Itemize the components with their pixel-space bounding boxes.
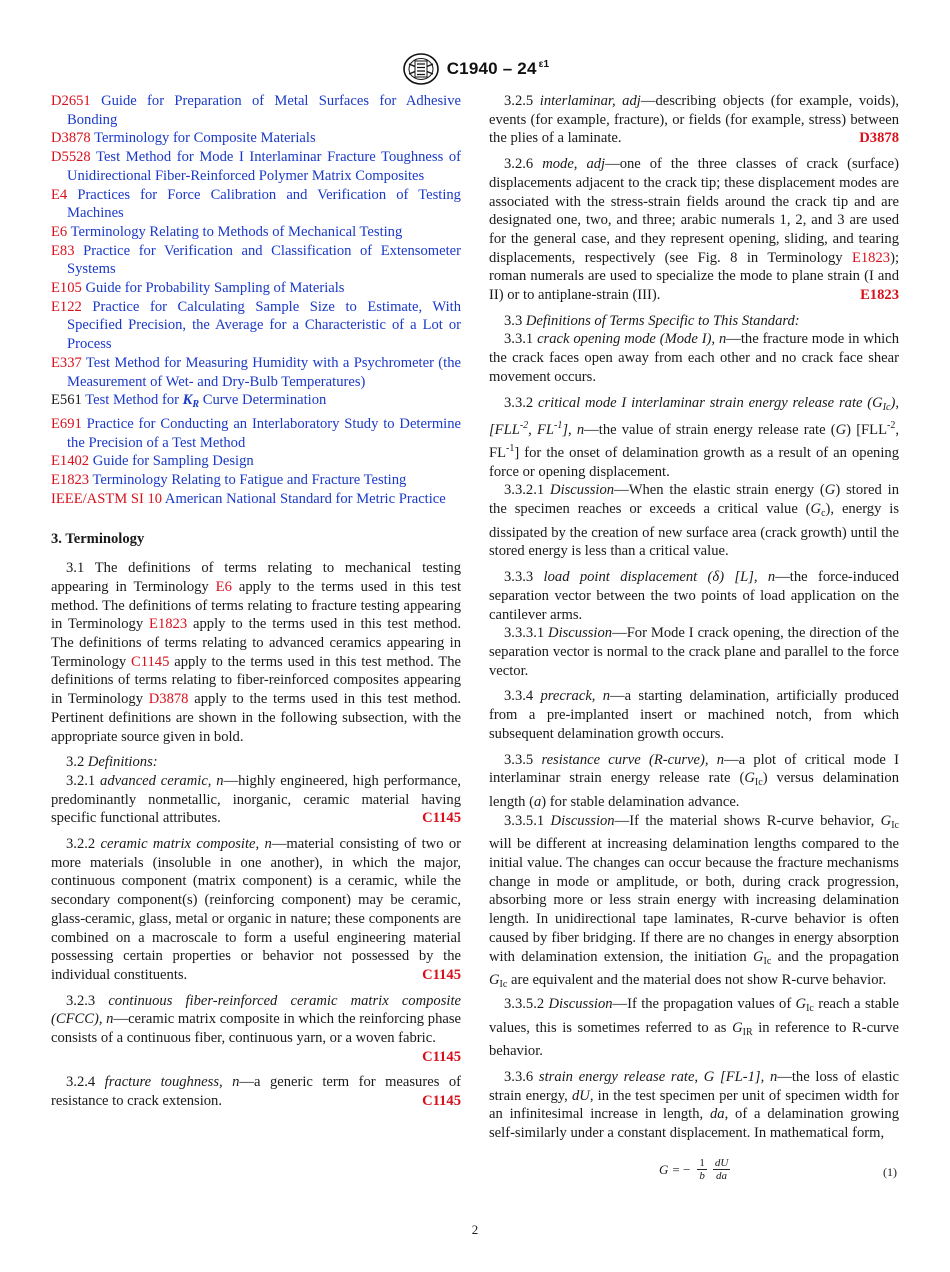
document-id: C1940 – 24 $^{\varepsilon 1}$ [446, 59, 550, 78]
definition-3-3-6: 3.3.6 strain energy release rate, G [FL-1], n—the loss of elastic strain energy, dU, in the test specimen per unit of specimen width for an infinitesimal increase in length, da, of a delamination growing self-similarly under a constant displacement. In mathematical form, [489, 1069, 900, 1142]
reference-item-si10 [51, 490, 461, 509]
paragraph-3-2: 3.2 Definitions: [66, 754, 158, 771]
reference-list [51, 92, 461, 508]
reference-title-link[interactable]: Terminology for Composite Materials [94, 130, 316, 147]
reference-link[interactable]: D2651 [51, 93, 91, 109]
reference-code: E561 [51, 392, 82, 409]
definition-3-2-2: 3.2.2 ceramic matrix composite, n—material consisting of two or more materials (insoluble in one another), in which the major, continuous component (matrix component) is a ceramic, while the secondary component(s) (reinforcing component) may be ceramic, glass-ceramic, glass, metal or organic in nature; these components are combined on a macroscale to form a useful engineering material possessing certain properties or behavior not possessed by the individual constituents. C1145 [51, 836, 461, 983]
reference-title-link[interactable]: Guide for Sampling Design [92, 453, 254, 470]
discussion-3-3-5-1: 3.3.5.1 Discussion—If the material shows R-curve behavior, $G_{Ic}$ will be different at increasing delamination lengths compared to the initial value. The changes can occur because the fracture mechanisms change in mode or amplitude, or both, during crack progression, absorbing more or less strain energy with increasing delamination length. In unidirectional tape laminates, R-curve behavior is often caused by fiber bridging. If there are no changes in energy absorption with delamination extension, the initiation $G_{Ic}$ and the propagation $G_{Ic}$ are equivalent and the material does not show R-curve behavior. [489, 812, 899, 991]
reference-link[interactable]: E337 [51, 354, 82, 371]
definition-3-3-2: 3.3.2 critical mode I interlaminar strain energy release rate $(G_{Ic})$, [$FLL^{-2}$, $FL^{-1}$], n—the value of strain energy release rate (G) [$FLL^{-2}$, $FL^{-1}$] for the onset of delamination growth as a result of an opening force or opening displacement. [489, 394, 900, 480]
paragraph-3-3: 3.3 Definitions of Terms Specific to This Standard: [504, 312, 800, 329]
reference-title-link[interactable]: Terminology Relating to Fatigue and Fracture Testing [92, 472, 407, 489]
source-link[interactable]: C1145 [422, 810, 461, 827]
reference-title-link[interactable]: Practice for Conducting an Interlaboratory Study to Determine the Precision of a Test Method [67, 415, 462, 451]
reference-link[interactable]: IEEE/ASTM SI 10 [51, 490, 163, 507]
reference-item [51, 471, 461, 490]
discussion-3-3-3-1: 3.3.3.1 Discussion—For Mode I crack opening, the direction of the separation vector is normal to the crack plane and parallel to the force vector. [489, 625, 899, 679]
reference-item-e561 [51, 391, 461, 415]
reference-title-link[interactable]: Terminology Relating to Methods of Mechanical Testing [70, 223, 403, 240]
ref-link[interactable]: D3878 [148, 691, 189, 708]
reference-item [51, 452, 461, 471]
definition-3-3-4: 3.3.4 precrack, n—a starting delamination, artificially produced from a pre-implanted insert or machined notch, from which subsequent delamination growth occurs. [489, 688, 899, 742]
definition-3-2-6: 3.2.6 mode, adj—one of the three classes of crack (surface) displacements adjacent to the crack tip; these displacement modes are associated with the stress-strain fields around the crack tip and are designated one, two, and three; arabic numerals 1, 2, and 3 are used for the general case, and they represent opening, sliding, and tearing displacements, respectively (see Fig. 8 in Terminology E1823); roman numerals are used to specialize the mode to plane strain (I and II) or to antiplane-strain (III). E1823 [489, 156, 899, 304]
reference-title-link[interactable]: American National Standard for Metric Practice [164, 490, 446, 507]
paragraph-3-1: 3.1 The definitions of terms relating to mechanical testing appearing in Terminology E6 apply to the terms used in this test method. The definitions of terms relating to fracture testing appearing in Terminology E1823 apply to the terms used in this test method. The definitions of terms relating to advanced ceramics appearing in Terminology C1145 apply to the terms used in this test method. The definitions of terms relating to fiber-reinforced composites appearing in Terminology D3878 apply to the terms used in this test method. Pertinent definitions are shown in the following subsection, with the appropriate source given in bold. [51, 560, 462, 745]
definition-3-2-5: 3.2.5 interlaminar, adj—describing objects (for example, voids), events (for example, fracture), or fields (for example, stress) between the plies of a laminate. D3878 [489, 93, 900, 147]
reference-title-link[interactable]: Practices for Force Calibration and Verification of Testing Machines [67, 186, 461, 222]
ref-link[interactable]: C1145 [131, 653, 170, 670]
page-header [0, 52, 950, 91]
reference-title-link[interactable]: Guide for Preparation of Metal Surfaces for Adhesive Bonding [67, 93, 461, 128]
reference-link[interactable]: D3878 [51, 130, 91, 147]
reference-link[interactable]: E83 [51, 242, 75, 259]
reference-item [51, 415, 461, 452]
reference-item [51, 129, 461, 148]
reference-link[interactable]: E4 [51, 186, 68, 203]
reference-item [51, 148, 461, 185]
right-column [489, 92, 899, 1191]
discussion-3-3-5-2: 3.3.5.2 Discussion—If the propagation values of $G_{Ic}$ reach a stable values, this is sometimes referred to as $G_{IR}$ in reference to R-curve behavior. [489, 995, 900, 1060]
reference-item [51, 242, 461, 279]
definition-3-2-1: 3.2.1 advanced ceramic, n—highly engineered, high performance, predominantly nonmetallic, inorganic, ceramic material having specific functional attributes. C1145 [51, 772, 461, 827]
reference-item [51, 223, 461, 242]
discussion-3-3-2-1: 3.3.2.1 Discussion—When the elastic strain energy (G) stored in the specimen reaches or exceeds a critical value $(G_c)$, energy is dissipated by the creation of new surface area (crack growth) until the stored energy is less than a critical value. [489, 482, 899, 560]
ref-link[interactable]: E1823 [851, 249, 891, 266]
source-link[interactable]: E1823 [860, 287, 899, 304]
fraction: $\frac{dU}{da}$ [714, 1156, 729, 1182]
equation-body: G = − $\frac{1}{b}$ $\frac{dU}{da}$ [659, 1156, 729, 1182]
reference-item [51, 354, 461, 391]
source-link[interactable]: C1145 [422, 1093, 461, 1110]
reference-item [51, 92, 461, 129]
reference-title-link[interactable]: Test Method for Mode I Interlaminar Fracture Toughness of Unidirectional Fiber-Reinforced Polymer Matrix Composites [67, 149, 461, 184]
equation-number: (1) [883, 1164, 897, 1179]
source-link[interactable]: D3878 [859, 130, 899, 147]
reference-title-link[interactable]: Test Method for Measuring Humidity with a Psychrometer (the Measurement of Wet- and Dry-Bulb Temperatures) [67, 354, 461, 390]
reference-link[interactable]: E691 [51, 415, 82, 432]
definition-3-3-3: 3.3.3 load point displacement (δ) [L], n—the force-induced separation vector between the two points of load application on the cantilever arms. [489, 569, 899, 623]
reference-item [51, 298, 461, 354]
source-link[interactable]: C1145 [422, 1048, 461, 1065]
fraction: $\frac{1}{b}$ [699, 1156, 705, 1182]
source-link[interactable]: C1145 [422, 966, 461, 983]
definition-3-2-4: 3.2.4 fracture toughness, n—a generic term for measures of resistance to crack extension. C1145 [51, 1074, 462, 1110]
section-heading: 3. Terminology [51, 531, 145, 548]
definition-3-3-1: 3.3.1 crack opening mode (Mode I), n—the fracture mode in which the crack faces open away from each other and no crack face shear movement occurs. [489, 331, 900, 385]
ref-link[interactable]: E1823 [149, 616, 188, 633]
reference-link[interactable]: E1402 [51, 453, 90, 470]
reference-link[interactable]: E1823 [51, 472, 90, 489]
reference-title-link[interactable]: Guide for Probability Sampling of Materials [85, 280, 345, 297]
reference-link[interactable]: E122 [51, 298, 82, 315]
reference-title-link[interactable]: Test Method for $K_R$ Curve Determination [85, 392, 327, 411]
reference-title-link[interactable]: Practice for Verification and Classification of Extensometer Systems [67, 242, 461, 278]
reference-item [51, 186, 461, 223]
reference-link[interactable]: E105 [51, 280, 82, 297]
reference-link[interactable]: E6 [51, 223, 68, 240]
definition-3-2-3: 3.2.3 continuous fiber-reinforced ceramic matrix composite (CFCC), n—ceramic matrix composite in which the reinforcing phase consists of a continuous fiber, continuous yarn, or a woven fabric. C1145 [51, 992, 461, 1065]
astm-logo-icon [401, 52, 441, 86]
page-number: 2 [471, 1222, 479, 1237]
ref-link[interactable]: E6 [215, 578, 232, 595]
reference-item [51, 279, 461, 298]
left-column [51, 92, 461, 1118]
reference-title-link[interactable]: Practice for Calculating Sample Size to Estimate, With Specified Precision, the Average for a Characteristic of a Lot or Process [67, 298, 461, 353]
equation-1 [489, 1151, 899, 1191]
reference-link[interactable]: D5528 [51, 149, 91, 166]
definition-3-3-5: 3.3.5 resistance curve (R-curve), n—a plot of critical mode I interlaminar strain energy release rate $(G_{Ic})$ versus delamination length (a) for stable delamination advance. [489, 751, 900, 810]
